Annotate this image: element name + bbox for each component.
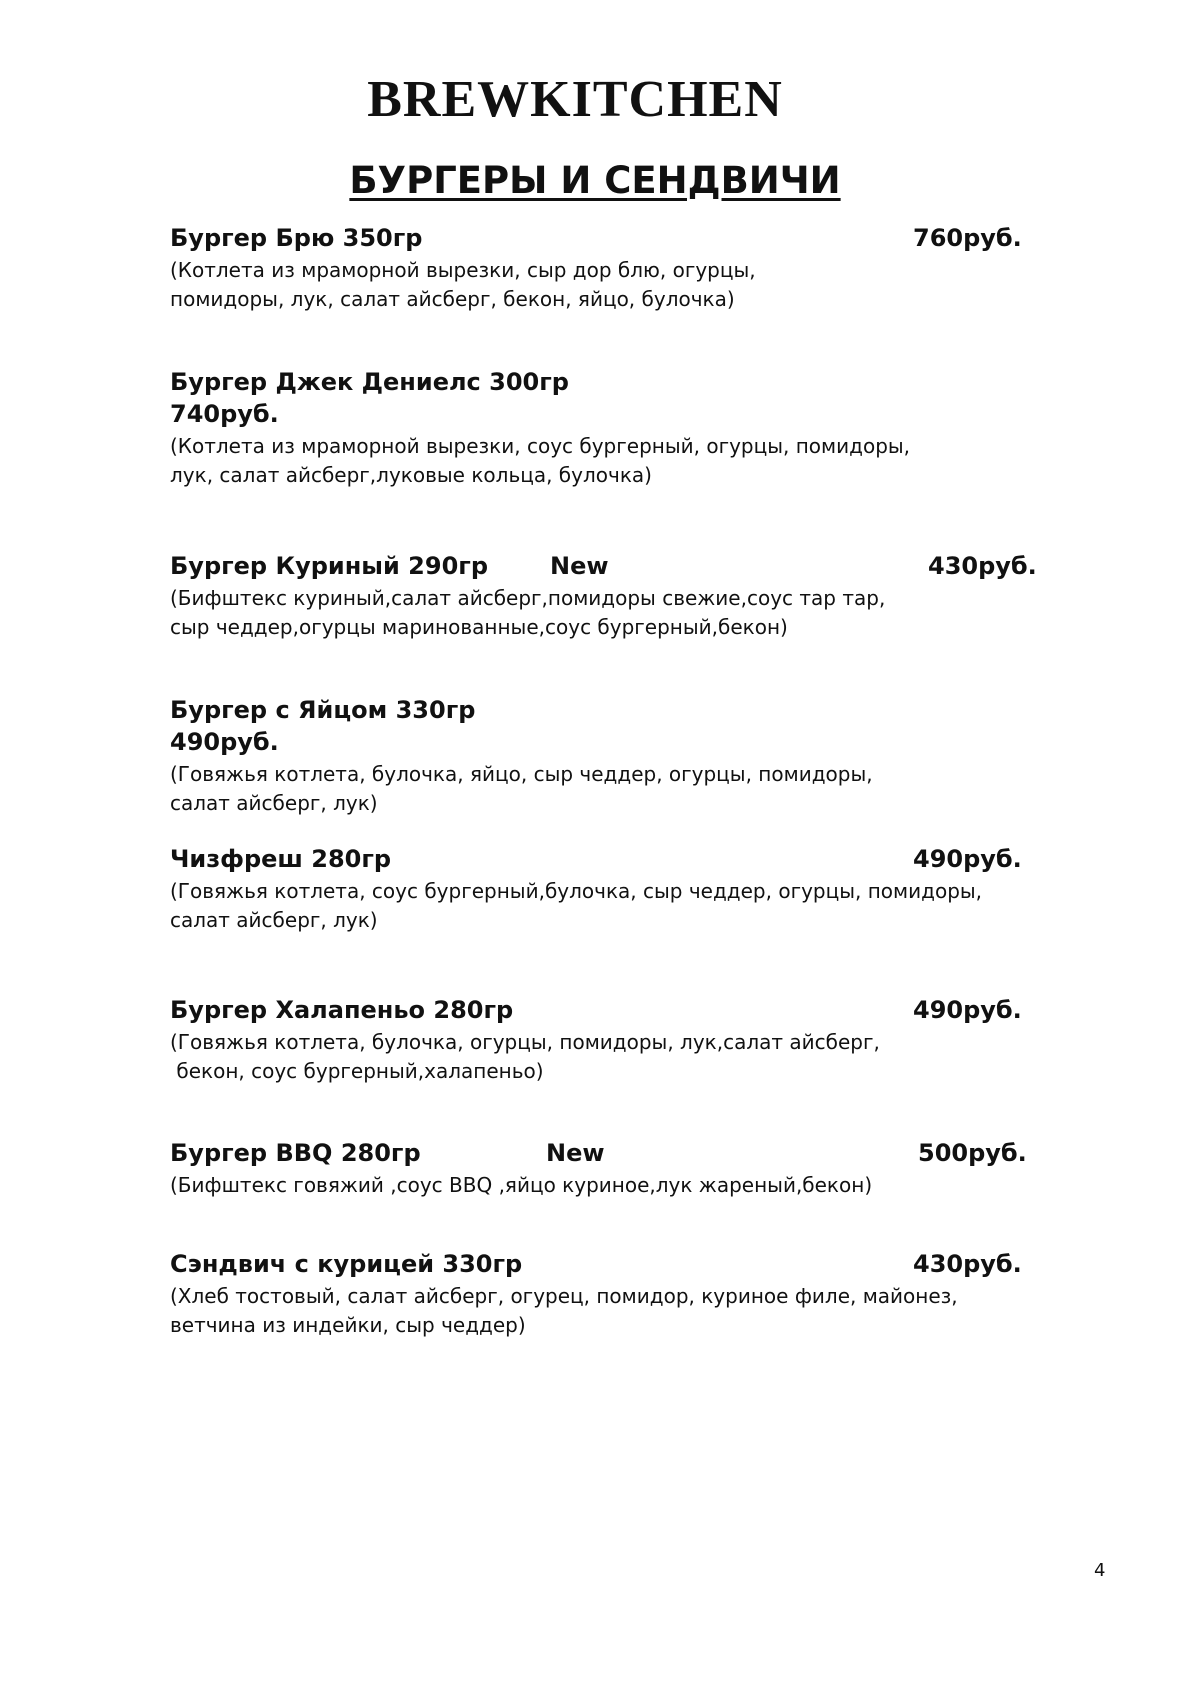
item-description-line: (Хлеб тостовый, салат айсберг, огурец, помидор, куриное филе, майонез, (170, 1284, 958, 1308)
item-price: 430руб. (928, 552, 1037, 580)
new-badge: New (550, 552, 609, 580)
item-description-line: сыр чеддер,огурцы маринованные,соус бургерный,бекон) (170, 615, 788, 639)
item-price: 490руб. (170, 728, 279, 756)
item-name: Бургер Джек Дениелс 300гр (170, 368, 569, 396)
item-price: 760руб. (913, 224, 1022, 252)
item-description-line: (Говяжья котлета, соус бургерный,булочка, сыр чеддер, огурцы, помидоры, (170, 879, 983, 903)
new-badge: New (546, 1139, 605, 1167)
item-description-line: лук, салат айсберг,луковые кольца, булочка) (170, 463, 652, 487)
item-description-line: (Котлета из мраморной вырезки, соус бургерный, огурцы, помидоры, (170, 434, 911, 458)
item-description-line: (Говяжья котлета, булочка, огурцы, помидоры, лук,салат айсберг, (170, 1030, 880, 1054)
item-description-line: помидоры, лук, салат айсберг, бекон, яйцо, булочка) (170, 287, 735, 311)
item-description-line: (Котлета из мраморной вырезки, сыр дор блю, огурцы, (170, 258, 756, 282)
item-price: 490руб. (913, 845, 1022, 873)
item-description-line: салат айсберг, лук) (170, 791, 378, 815)
item-name: Сэндвич с курицей 330гр (170, 1250, 523, 1278)
item-description-line: (Бифштекс куриный,салат айсберг,помидоры свежие,соус тар тар, (170, 586, 886, 610)
page-number: 4 (1094, 1560, 1106, 1581)
item-description-line: (Бифштекс говяжий ,соус BBQ ,яйцо куриное,лук жареный,бекон) (170, 1173, 873, 1197)
item-description-line: (Говяжья котлета, булочка, яйцо, сыр чеддер, огурцы, помидоры, (170, 762, 873, 786)
page-title: BREWKITCHEN (367, 71, 783, 128)
item-price: 430руб. (913, 1250, 1022, 1278)
item-description-line: бекон, соус бургерный,халапеньо) (170, 1059, 544, 1083)
item-name: Бургер BBQ 280гр (170, 1139, 421, 1167)
item-price: 740руб. (170, 400, 279, 428)
section-title: БУРГЕРЫ И СЕНДВИЧИ (349, 159, 841, 202)
item-price: 490руб. (913, 996, 1022, 1024)
item-price: 500руб. (918, 1139, 1027, 1167)
item-name: Бургер с Яйцом 330гр (170, 696, 476, 724)
item-description-line: салат айсберг, лук) (170, 908, 378, 932)
item-name: Бургер Брю 350гр (170, 224, 423, 252)
item-name: Бургер Куриный 290гр (170, 552, 488, 580)
item-description-line: ветчина из индейки, сыр чеддер) (170, 1313, 526, 1337)
item-name: Чизфреш 280гр (170, 845, 392, 873)
item-name: Бургер Халапеньо 280гр (170, 996, 514, 1024)
